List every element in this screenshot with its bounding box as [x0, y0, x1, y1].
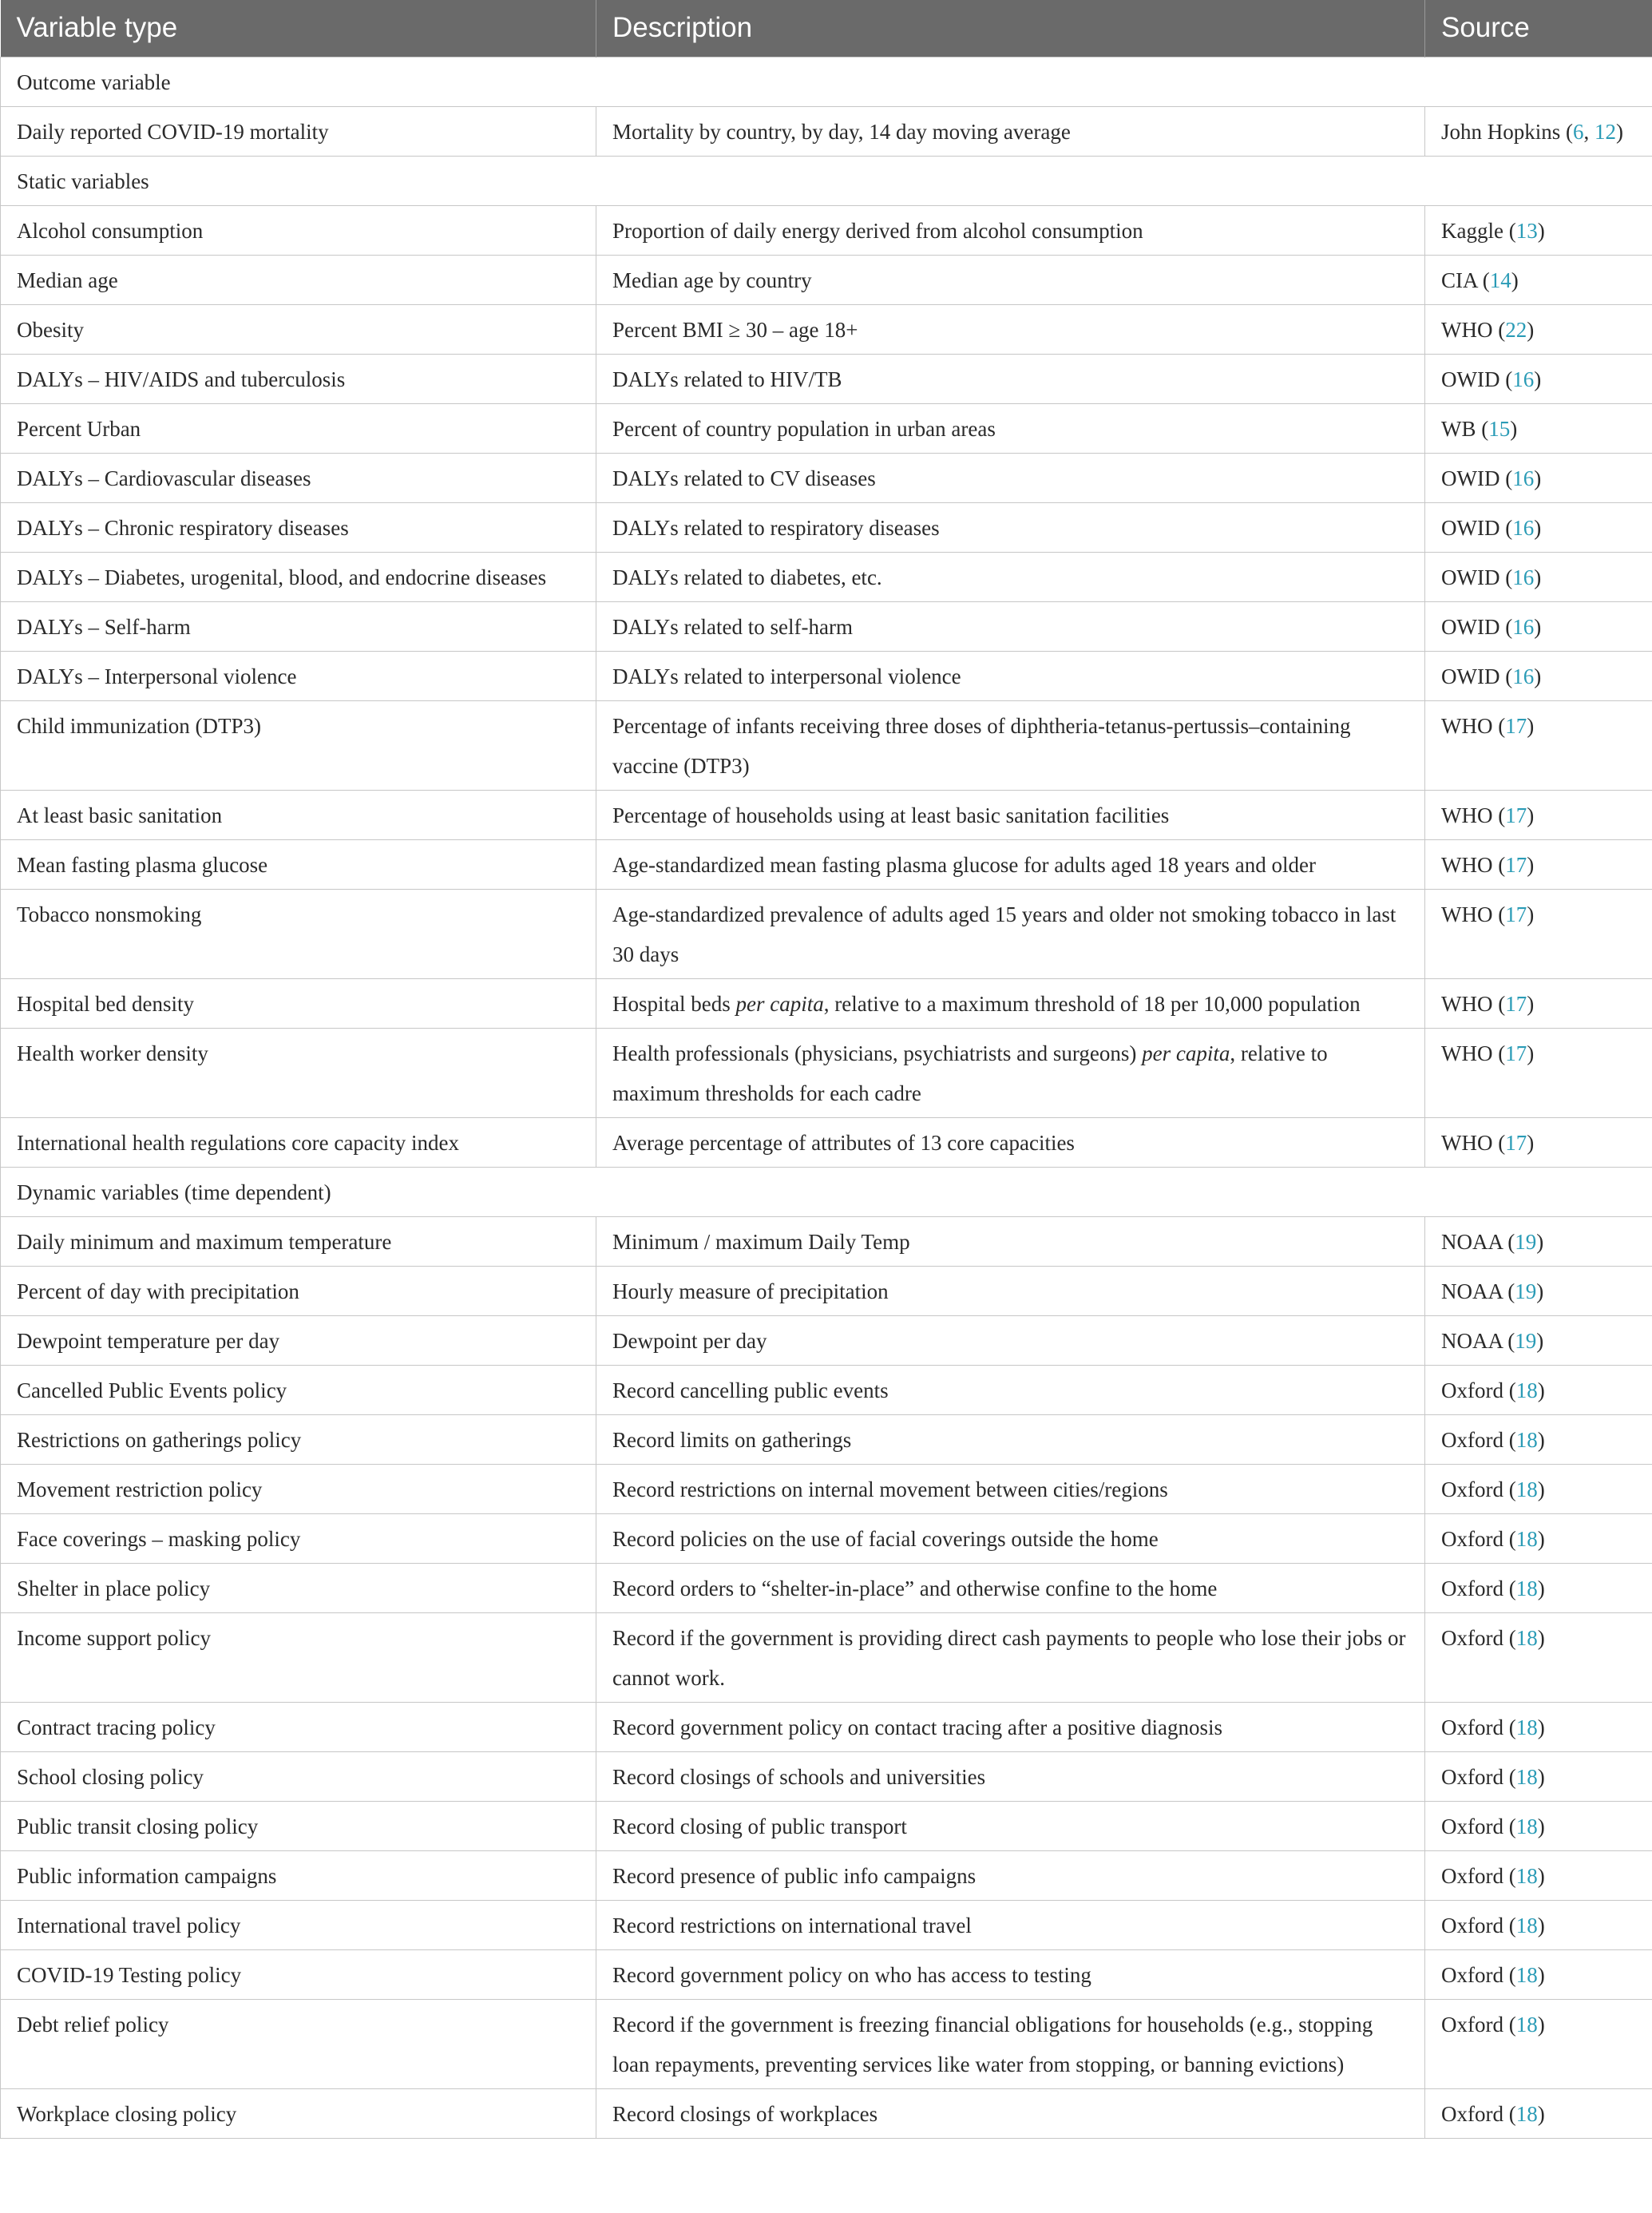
header-variable-type: Variable type: [1, 0, 596, 57]
description-cell: Mortality by country, by day, 14 day moving average: [596, 106, 1425, 156]
source-cell: OWID (16): [1425, 354, 1652, 403]
source-cell: Oxford (18): [1425, 1513, 1652, 1563]
reference-link[interactable]: 16: [1512, 466, 1535, 490]
table-row: [1, 1028, 1652, 1117]
reference-link[interactable]: 18: [1515, 1477, 1538, 1501]
description-cell: Record orders to “shelter-in-place” and otherwise confine to the home: [596, 1563, 1425, 1612]
table-row: [1, 2088, 1652, 2138]
section-heading: Outcome variable: [1, 57, 1652, 106]
description-cell: Age-standardized mean fasting plasma glucose for adults aged 18 years and older: [596, 839, 1425, 889]
table-row: [1, 1216, 1652, 1266]
table-row: [1, 1315, 1652, 1365]
source-name: Oxford: [1441, 1477, 1503, 1501]
description-cell: Age-standardized prevalence of adults aged 15 years and older not smoking tobacco in last 30 days: [596, 889, 1425, 978]
source-cell: WHO (17): [1425, 1028, 1652, 1117]
variable-type-cell: Debt relief policy: [1, 1999, 596, 2088]
description-cell: Record limits on gatherings: [596, 1414, 1425, 1464]
section-heading: Static variables: [1, 156, 1652, 205]
description-cell: DALYs related to respiratory diseases: [596, 502, 1425, 552]
reference-link[interactable]: 15: [1488, 416, 1511, 441]
description-cell: Record closing of public transport: [596, 1801, 1425, 1850]
source-name: Oxford: [1441, 1913, 1503, 1937]
table-row: [1, 304, 1652, 354]
table-row: [1, 601, 1652, 651]
source-cell: OWID (16): [1425, 453, 1652, 502]
source-cell: WHO (17): [1425, 790, 1652, 839]
description-cell: Proportion of daily energy derived from alcohol consumption: [596, 205, 1425, 255]
source-name: WHO: [1441, 1130, 1493, 1155]
reference-link[interactable]: 17: [1505, 1041, 1527, 1065]
variable-type-cell: Mean fasting plasma glucose: [1, 839, 596, 889]
description-cell: DALYs related to self-harm: [596, 601, 1425, 651]
description-cell: Record government policy on who has access to testing: [596, 1949, 1425, 1999]
table-row: [1, 354, 1652, 403]
source-cell: OWID (16): [1425, 502, 1652, 552]
source-name: OWID: [1441, 614, 1500, 639]
table-row: [1, 651, 1652, 700]
reference-link[interactable]: 17: [1505, 713, 1527, 738]
description-cell: DALYs related to interpersonal violence: [596, 651, 1425, 700]
description-italic-text: per capita: [735, 991, 824, 1016]
variable-type-cell: DALYs – Interpersonal violence: [1, 651, 596, 700]
reference-link[interactable]: 18: [1515, 1913, 1538, 1937]
description-text: , relative to a maximum threshold of 18 per 10,000 population: [823, 991, 1361, 1016]
variable-type-cell: School closing policy: [1, 1751, 596, 1801]
description-cell: Record closings of workplaces: [596, 2088, 1425, 2138]
description-cell: Percent BMI ≥ 30 – age 18+: [596, 304, 1425, 354]
source-cell: WHO (17): [1425, 889, 1652, 978]
table-row: [1, 1513, 1652, 1563]
source-cell: Oxford (18): [1425, 1900, 1652, 1949]
source-name: Oxford: [1441, 1814, 1503, 1838]
description-cell: Median age by country: [596, 255, 1425, 304]
variable-type-cell: DALYs – Diabetes, urogenital, blood, and endocrine diseases: [1, 552, 596, 601]
source-name: John Hopkins: [1441, 119, 1561, 144]
description-cell: Record restrictions on internal movement between cities/regions: [596, 1464, 1425, 1513]
source-cell: OWID (16): [1425, 651, 1652, 700]
variable-type-cell: Tobacco nonsmoking: [1, 889, 596, 978]
description-cell: Record presence of public info campaigns: [596, 1850, 1425, 1900]
table-row: [1, 700, 1652, 790]
source-cell: Oxford (18): [1425, 1612, 1652, 1702]
reference-link[interactable]: 18: [1515, 1962, 1538, 1987]
source-name: WHO: [1441, 991, 1493, 1016]
table-row: [1, 1702, 1652, 1751]
source-cell: Oxford (18): [1425, 1464, 1652, 1513]
source-cell: Oxford (18): [1425, 1801, 1652, 1850]
reference-link[interactable]: 17: [1505, 852, 1527, 877]
description-cell: Record cancelling public events: [596, 1365, 1425, 1414]
reference-link[interactable]: 22: [1505, 317, 1527, 342]
section-row: [1, 1167, 1652, 1216]
variable-type-cell: Median age: [1, 255, 596, 304]
description-cell: Average percentage of attributes of 13 core capacities: [596, 1117, 1425, 1167]
source-cell: Oxford (18): [1425, 1563, 1652, 1612]
variable-type-cell: Shelter in place policy: [1, 1563, 596, 1612]
reference-link[interactable]: 18: [1515, 1625, 1538, 1650]
description-text: Hospital beds: [612, 991, 736, 1016]
source-name: Oxford: [1441, 1526, 1503, 1551]
source-name: Oxford: [1441, 1427, 1503, 1452]
table-row: [1, 453, 1652, 502]
table-row: [1, 1365, 1652, 1414]
source-name: Oxford: [1441, 1962, 1503, 1987]
source-cell: WHO (17): [1425, 700, 1652, 790]
reference-link[interactable]: 16: [1512, 565, 1535, 589]
description-cell: Record policies on the use of facial coverings outside the home: [596, 1513, 1425, 1563]
variable-type-cell: Face coverings – masking policy: [1, 1513, 596, 1563]
table-row: [1, 1414, 1652, 1464]
source-name: WHO: [1441, 1041, 1493, 1065]
description-cell: DALYs related to HIV/TB: [596, 354, 1425, 403]
source-name: OWID: [1441, 565, 1500, 589]
source-name: Kaggle: [1441, 218, 1503, 243]
section-row: [1, 156, 1652, 205]
source-name: WHO: [1441, 902, 1493, 926]
variable-type-cell: Income support policy: [1, 1612, 596, 1702]
reference-link[interactable]: 18: [1515, 1576, 1538, 1600]
source-name: Oxford: [1441, 2101, 1503, 2126]
source-name: Oxford: [1441, 1764, 1503, 1789]
table-row: [1, 1266, 1652, 1315]
source-name: CIA: [1441, 268, 1478, 292]
source-name: Oxford: [1441, 2012, 1503, 2037]
description-cell: Record if the government is providing direct cash payments to people who lose their jobs or cannot work.: [596, 1612, 1425, 1702]
reference-link[interactable]: 16: [1512, 367, 1535, 391]
description-cell: [596, 978, 1425, 1028]
source-name: Oxford: [1441, 1378, 1503, 1402]
table-row: [1, 790, 1652, 839]
source-cell: OWID (16): [1425, 552, 1652, 601]
variable-type-cell: Movement restriction policy: [1, 1464, 596, 1513]
reference-link[interactable]: 18: [1515, 1427, 1538, 1452]
reference-link[interactable]: 18: [1515, 2012, 1538, 2037]
table-body: [1, 57, 1652, 2138]
description-cell: Percent of country population in urban areas: [596, 403, 1425, 453]
reference-link[interactable]: 19: [1515, 1229, 1537, 1254]
source-cell: NOAA (19): [1425, 1216, 1652, 1266]
table-row: [1, 839, 1652, 889]
source-cell: Oxford (18): [1425, 1365, 1652, 1414]
variable-type-cell: Alcohol consumption: [1, 205, 596, 255]
source-cell: CIA (14): [1425, 255, 1652, 304]
description-cell: Hourly measure of precipitation: [596, 1266, 1425, 1315]
table-header: [1, 0, 1652, 57]
description-cell: Record closings of schools and universities: [596, 1751, 1425, 1801]
variable-type-cell: Workplace closing policy: [1, 2088, 596, 2138]
table-row: [1, 889, 1652, 978]
reference-link[interactable]: 17: [1505, 803, 1527, 827]
source-cell: WHO (17): [1425, 839, 1652, 889]
variable-type-cell: Cancelled Public Events policy: [1, 1365, 596, 1414]
description-cell: Record government policy on contact tracing after a positive diagnosis: [596, 1702, 1425, 1751]
reference-link[interactable]: 19: [1515, 1279, 1537, 1303]
source-name: WHO: [1441, 713, 1493, 738]
reference-link[interactable]: 16: [1512, 614, 1535, 639]
table-row: [1, 1900, 1652, 1949]
table-row: [1, 1801, 1652, 1850]
table-row: [1, 255, 1652, 304]
table-row: [1, 552, 1652, 601]
variable-type-cell: DALYs – Self-harm: [1, 601, 596, 651]
source-cell: Oxford (18): [1425, 1414, 1652, 1464]
source-cell: Oxford (18): [1425, 1949, 1652, 1999]
source-cell: WHO (22): [1425, 304, 1652, 354]
table-row: [1, 1612, 1652, 1702]
source-cell: Oxford (18): [1425, 2088, 1652, 2138]
source-cell: WHO (17): [1425, 1117, 1652, 1167]
description-cell: [596, 1028, 1425, 1117]
table-row: [1, 1117, 1652, 1167]
source-cell: WHO (17): [1425, 978, 1652, 1028]
source-name: Oxford: [1441, 1715, 1503, 1739]
variable-type-cell: Public information campaigns: [1, 1850, 596, 1900]
variable-type-cell: International travel policy: [1, 1900, 596, 1949]
reference-link[interactable]: 13: [1515, 218, 1538, 243]
table-row: [1, 1563, 1652, 1612]
section-heading: Dynamic variables (time dependent): [1, 1167, 1652, 1216]
reference-link[interactable]: 17: [1505, 902, 1527, 926]
source-cell: Oxford (18): [1425, 1702, 1652, 1751]
source-cell: Oxford (18): [1425, 1751, 1652, 1801]
source-name: NOAA: [1441, 1279, 1503, 1303]
description-cell: Record if the government is freezing financial obligations for households (e.g., stopping loan repayments, preventing services like water from stopping, or banning evictions): [596, 1999, 1425, 2088]
reference-link[interactable]: 18: [1515, 2101, 1538, 2126]
description-italic-text: per capita: [1142, 1041, 1230, 1065]
variable-type-cell: Health worker density: [1, 1028, 596, 1117]
description-cell: Minimum / maximum Daily Temp: [596, 1216, 1425, 1266]
variable-type-cell: Obesity: [1, 304, 596, 354]
source-cell: Kaggle (13): [1425, 205, 1652, 255]
section-row: [1, 57, 1652, 106]
source-name: OWID: [1441, 466, 1500, 490]
description-cell: DALYs related to CV diseases: [596, 453, 1425, 502]
source-cell: Oxford (18): [1425, 1850, 1652, 1900]
variable-type-cell: Dewpoint temperature per day: [1, 1315, 596, 1365]
reference-link[interactable]: 16: [1512, 515, 1535, 540]
table-row: [1, 403, 1652, 453]
source-name: NOAA: [1441, 1328, 1503, 1353]
description-cell: Percentage of households using at least basic sanitation facilities: [596, 790, 1425, 839]
reference-link[interactable]: 16: [1512, 664, 1535, 688]
table-row: [1, 978, 1652, 1028]
variable-type-cell: Daily reported COVID-19 mortality: [1, 106, 596, 156]
source-cell: Oxford (18): [1425, 1999, 1652, 2088]
source-name: Oxford: [1441, 1625, 1503, 1650]
header-description: Description: [596, 0, 1425, 57]
source-name: OWID: [1441, 515, 1500, 540]
variable-type-cell: At least basic sanitation: [1, 790, 596, 839]
table-row: [1, 1751, 1652, 1801]
source-cell: John Hopkins (6, 12): [1425, 106, 1652, 156]
reference-link[interactable]: 12: [1595, 119, 1617, 144]
variable-type-cell: Public transit closing policy: [1, 1801, 596, 1850]
source-name: OWID: [1441, 367, 1500, 391]
variable-type-cell: Percent Urban: [1, 403, 596, 453]
table-row: [1, 1999, 1652, 2088]
variable-type-cell: Daily minimum and maximum temperature: [1, 1216, 596, 1266]
reference-link[interactable]: 18: [1515, 1526, 1538, 1551]
reference-link[interactable]: 19: [1515, 1328, 1537, 1353]
source-name: NOAA: [1441, 1229, 1503, 1254]
reference-link[interactable]: 18: [1515, 1814, 1538, 1838]
variable-type-cell: Child immunization (DTP3): [1, 700, 596, 790]
table-row: [1, 106, 1652, 156]
table-row: [1, 502, 1652, 552]
header-row: [1, 0, 1652, 57]
source-cell: OWID (16): [1425, 601, 1652, 651]
description-text: Health professionals (physicians, psychiatrists and surgeons): [612, 1041, 1143, 1065]
description-cell: Record restrictions on international travel: [596, 1900, 1425, 1949]
description-cell: Dewpoint per day: [596, 1315, 1425, 1365]
source-cell: WB (15): [1425, 403, 1652, 453]
description-text: , relative to maximum thresholds for each cadre: [612, 1041, 1328, 1105]
variable-type-cell: DALYs – Chronic respiratory diseases: [1, 502, 596, 552]
source-cell: NOAA (19): [1425, 1315, 1652, 1365]
variable-type-cell: International health regulations core capacity index: [1, 1117, 596, 1167]
source-cell: NOAA (19): [1425, 1266, 1652, 1315]
reference-link[interactable]: 6: [1573, 119, 1584, 144]
source-name: WHO: [1441, 852, 1493, 877]
table-row: [1, 205, 1652, 255]
reference-link[interactable]: 17: [1505, 991, 1527, 1016]
variable-type-cell: Percent of day with precipitation: [1, 1266, 596, 1315]
variable-type-cell: Restrictions on gatherings policy: [1, 1414, 596, 1464]
reference-link[interactable]: 14: [1489, 268, 1511, 292]
description-cell: Percentage of infants receiving three doses of diphtheria-tetanus-pertussis–containing vaccine (DTP3): [596, 700, 1425, 790]
table-row: [1, 1850, 1652, 1900]
source-name: WHO: [1441, 803, 1493, 827]
reference-link[interactable]: 18: [1515, 1764, 1538, 1789]
reference-link[interactable]: 18: [1515, 1378, 1538, 1402]
header-source: Source: [1425, 0, 1652, 57]
source-name: Oxford: [1441, 1576, 1503, 1600]
source-name: WB: [1441, 416, 1476, 441]
variable-type-cell: Hospital bed density: [1, 978, 596, 1028]
source-name: Oxford: [1441, 1863, 1503, 1888]
table-row: [1, 1464, 1652, 1513]
variable-type-cell: Contract tracing policy: [1, 1702, 596, 1751]
reference-link[interactable]: 18: [1515, 1863, 1538, 1888]
reference-link[interactable]: 18: [1515, 1715, 1538, 1739]
source-name: WHO: [1441, 317, 1493, 342]
source-name: OWID: [1441, 664, 1500, 688]
table-row: [1, 1949, 1652, 1999]
variable-type-cell: COVID-19 Testing policy: [1, 1949, 596, 1999]
variable-type-cell: DALYs – Cardiovascular diseases: [1, 453, 596, 502]
reference-link[interactable]: 17: [1505, 1130, 1527, 1155]
variable-type-cell: DALYs – HIV/AIDS and tuberculosis: [1, 354, 596, 403]
description-cell: DALYs related to diabetes, etc.: [596, 552, 1425, 601]
